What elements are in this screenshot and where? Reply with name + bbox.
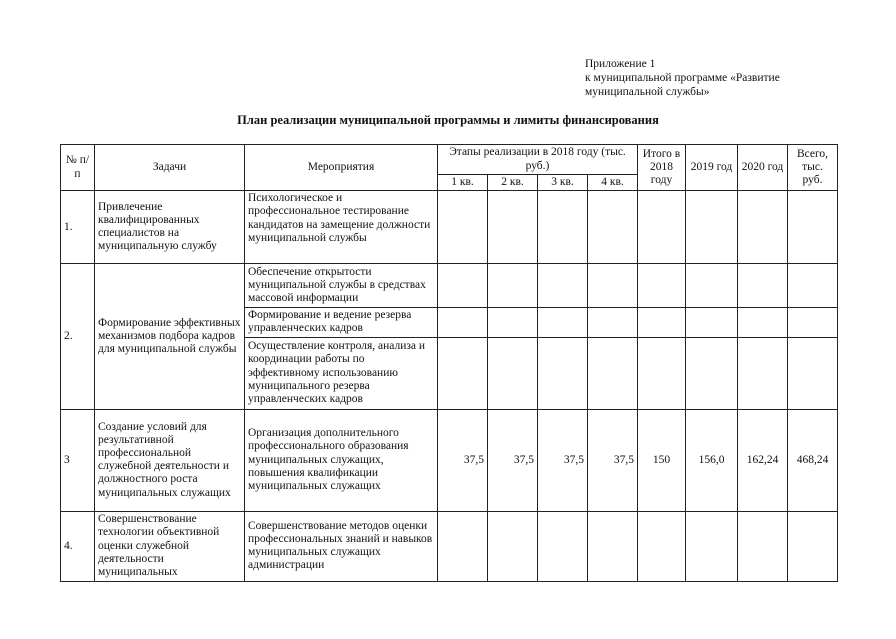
cell-q1 bbox=[438, 308, 488, 337]
row-activity: Формирование и ведение резерва управленческих кадров bbox=[245, 308, 438, 337]
header-stages: Этапы реализации в 2018 году (тыс. руб.) bbox=[438, 145, 638, 175]
row-num: 1. bbox=[61, 191, 95, 264]
cell-all bbox=[788, 337, 838, 409]
cell-q1 bbox=[438, 264, 488, 308]
appendix-line-3: муниципальной службы» bbox=[585, 86, 710, 98]
cell-2020 bbox=[738, 337, 788, 409]
cell-2020 bbox=[738, 191, 788, 264]
table-row bbox=[61, 191, 838, 264]
table-row bbox=[61, 409, 838, 511]
cell-all: 468,24 bbox=[788, 409, 838, 511]
header-q1: 1 кв. bbox=[438, 175, 488, 191]
row-num: 4. bbox=[61, 511, 95, 581]
cell-q2 bbox=[488, 337, 538, 409]
cell-2019 bbox=[686, 337, 738, 409]
cell-2020 bbox=[738, 308, 788, 337]
cell-2019: 156,0 bbox=[686, 409, 738, 511]
cell-2020 bbox=[738, 264, 788, 308]
cell-q2 bbox=[488, 264, 538, 308]
header-2020: 2020 год bbox=[738, 145, 788, 191]
cell-q2 bbox=[488, 191, 538, 264]
cell-all bbox=[788, 264, 838, 308]
cell-q1 bbox=[438, 511, 488, 581]
cell-q4 bbox=[588, 191, 638, 264]
header-tasks: Задачи bbox=[95, 145, 245, 191]
row-activity: Осуществление контроля, анализа и координации работы по эффективному использованию муниципального резерва управленческих кадров bbox=[245, 337, 438, 409]
plan-table bbox=[60, 144, 838, 582]
cell-q3 bbox=[538, 264, 588, 308]
cell-2020 bbox=[738, 511, 788, 581]
header-q2: 2 кв. bbox=[488, 175, 538, 191]
row-task: Формирование эффективных механизмов подбора кадров для муниципальной службы bbox=[95, 264, 245, 409]
appendix-line-1: Приложение 1 bbox=[585, 58, 656, 70]
cell-2019 bbox=[686, 308, 738, 337]
appendix-note bbox=[585, 57, 845, 99]
cell-q1: 37,5 bbox=[438, 409, 488, 511]
row-activity: Совершенствование методов оценки профессиональных знаний и навыков муниципальных служащих администрации bbox=[245, 511, 438, 581]
header-q4: 4 кв. bbox=[588, 175, 638, 191]
table-row bbox=[61, 511, 838, 581]
cell-all bbox=[788, 191, 838, 264]
row-num: 2. bbox=[61, 264, 95, 409]
cell-2019 bbox=[686, 264, 738, 308]
header-total-2018: Итого в 2018 году bbox=[638, 145, 686, 191]
row-task: Совершенствование технологии объективной оценки служебной деятельности муниципальных bbox=[95, 511, 245, 581]
header-q3: 3 кв. bbox=[538, 175, 588, 191]
cell-q3 bbox=[538, 337, 588, 409]
cell-q4 bbox=[588, 511, 638, 581]
row-activity: Психологическое и профессиональное тестирование кандидатов на замещение должности муниципальной службы bbox=[245, 191, 438, 264]
row-activity: Организация дополнительного профессионального образования муниципальных служащих, повышения квалификации муниципальных служащих bbox=[245, 409, 438, 511]
cell-total-2018: 150 bbox=[638, 409, 686, 511]
cell-q2: 37,5 bbox=[488, 409, 538, 511]
row-activity: Обеспечение открытости муниципальной службы в средствах массовой информации bbox=[245, 264, 438, 308]
cell-q1 bbox=[438, 191, 488, 264]
cell-total-2018 bbox=[638, 337, 686, 409]
cell-q4 bbox=[588, 308, 638, 337]
cell-2019 bbox=[686, 511, 738, 581]
cell-total-2018 bbox=[638, 511, 686, 581]
cell-all bbox=[788, 511, 838, 581]
cell-q2 bbox=[488, 511, 538, 581]
row-task: Привлечение квалифицированных специалистов на муниципальную службу bbox=[95, 191, 245, 264]
header-2019: 2019 год bbox=[686, 145, 738, 191]
cell-2020: 162,24 bbox=[738, 409, 788, 511]
cell-q1 bbox=[438, 337, 488, 409]
cell-q3: 37,5 bbox=[538, 409, 588, 511]
cell-q4 bbox=[588, 337, 638, 409]
cell-total-2018 bbox=[638, 264, 686, 308]
header-activities: Мероприятия bbox=[245, 145, 438, 191]
cell-total-2018 bbox=[638, 308, 686, 337]
cell-q3 bbox=[538, 191, 588, 264]
cell-total-2018 bbox=[638, 191, 686, 264]
cell-q2 bbox=[488, 308, 538, 337]
row-task: Создание условий для результативной профессиональной служебной деятельности и должностного роста муниципальных служащих bbox=[95, 409, 245, 511]
document-title: План реализации муниципальной программы и лимиты финансирования bbox=[237, 113, 659, 127]
table-row bbox=[61, 264, 838, 308]
cell-q4: 37,5 bbox=[588, 409, 638, 511]
cell-2019 bbox=[686, 191, 738, 264]
cell-q3 bbox=[538, 308, 588, 337]
cell-q3 bbox=[538, 511, 588, 581]
row-num: 3 bbox=[61, 409, 95, 511]
header-all: Всего, тыс. руб. bbox=[788, 145, 838, 191]
cell-all bbox=[788, 308, 838, 337]
cell-q4 bbox=[588, 264, 638, 308]
appendix-line-2: к муниципальной программе «Развитие bbox=[585, 72, 780, 84]
header-num: № п/п bbox=[61, 145, 95, 191]
